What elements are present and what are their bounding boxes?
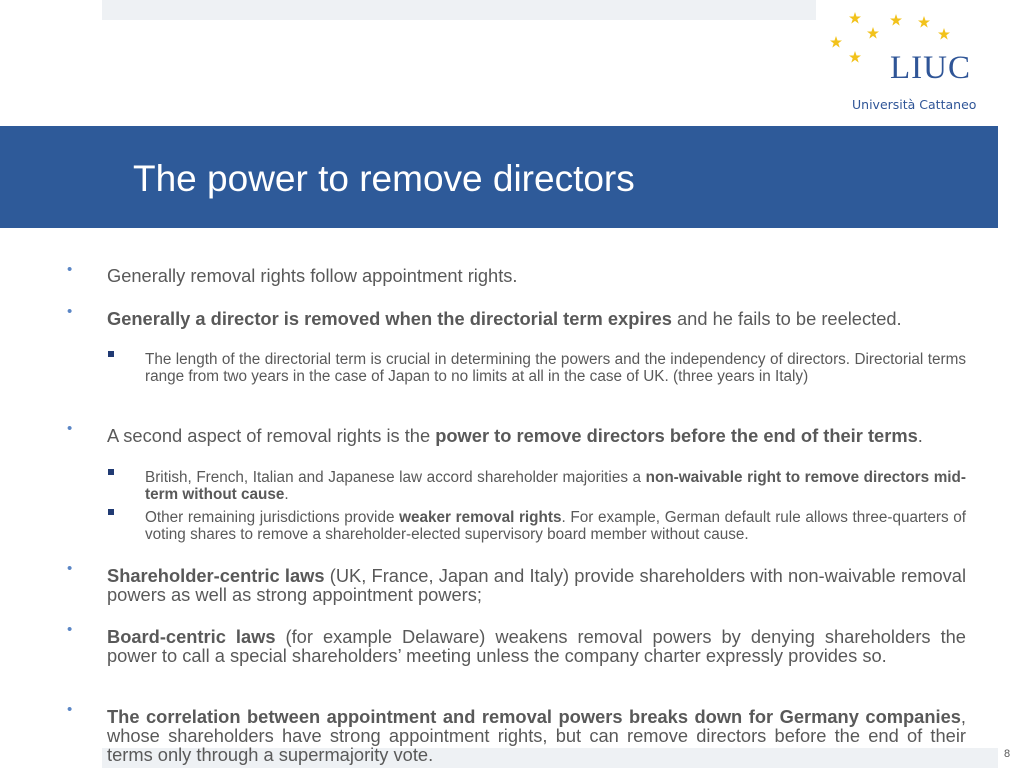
bullet-2-bold: Generally a director is removed when the directorial term expires xyxy=(107,308,672,329)
bullet-3-sub-1-text xyxy=(145,470,966,503)
bullet-marker: • xyxy=(67,701,73,718)
bullet-3-sub-1-pre: British, French, Italian and Japanese law accord shareholder majorities a xyxy=(145,469,646,486)
bullet-2-sub-1-text: The length of the directorial term is crucial in determining the powers and the independency of directors. Directorial terms range from two years in the case of Japan to no limits at all in the case of UK. (three years in Italy) xyxy=(145,351,966,385)
bullet-4-rest: (UK, France, Japan and Italy) provide shareholders with non-waivable removal powers as well as strong appointment powers; xyxy=(107,565,967,605)
bullet-3-sub-2-pre: Other remaining jurisdictions provide xyxy=(145,509,400,526)
sub-bullet-marker xyxy=(108,351,114,357)
bullet-5-bold: Board-centric laws xyxy=(107,626,276,647)
bullet-3-bold: power to remove directors before the end of their terms xyxy=(435,425,918,446)
bullet-6-rest: , whose shareholders have strong appointment rights, but can remove directors before the end of their terms only through a supermajority vote. xyxy=(107,706,966,765)
logo-wordmark: LIUC xyxy=(890,50,971,86)
bullet-3-post: . xyxy=(917,425,923,446)
bullet-1-text: Generally removal rights follow appointment rights. xyxy=(107,265,518,286)
logo-subtitle: Università Cattaneo xyxy=(852,97,977,112)
bullet-5-rest: (for example Delaware) weakens removal powers by denying shareholders the power to call a special shareholders’ meeting unless the company charter expressly provides so. xyxy=(107,626,966,666)
bullet-2-text xyxy=(107,309,966,328)
bullet-5-text xyxy=(107,627,966,665)
bullet-4-bold: Shareholder-centric laws xyxy=(107,565,325,586)
bullet-3-sub-2-post: . For example, German default rule allows three-quarters of voting shares to remove a shareholder-elected supervisory board member without cause. xyxy=(145,509,967,543)
bullet-4-text xyxy=(107,566,966,604)
page-number: 8 xyxy=(1004,748,1011,760)
bullet-3-text xyxy=(107,426,966,445)
bullet-3-pre: A second aspect of removal rights is the xyxy=(107,425,436,446)
bullet-3-sub-2-bold: weaker removal rights xyxy=(399,509,562,526)
bullet-3-sub-1-post: . xyxy=(284,485,289,503)
bullet-marker: • xyxy=(67,261,73,278)
slide-title: The power to remove directors xyxy=(133,158,635,199)
bullet-2-rest: and he fails to be reelected. xyxy=(671,308,902,329)
bullet-3-sub-2-text xyxy=(145,510,966,543)
bullet-marker: • xyxy=(67,303,73,320)
bullet-marker: • xyxy=(67,560,73,577)
bullet-3-sub-1-bold: non-waivable right to remove directors mid-term without cause xyxy=(145,469,966,503)
bullet-6-text xyxy=(107,707,966,764)
sub-bullet-marker xyxy=(108,509,114,515)
bullet-marker: • xyxy=(67,420,73,437)
bullet-marker: • xyxy=(67,621,73,638)
bullet-6-bold: The correlation between appointment and removal powers breaks down for Germany companies xyxy=(107,706,961,727)
sub-bullet-marker xyxy=(108,469,114,475)
